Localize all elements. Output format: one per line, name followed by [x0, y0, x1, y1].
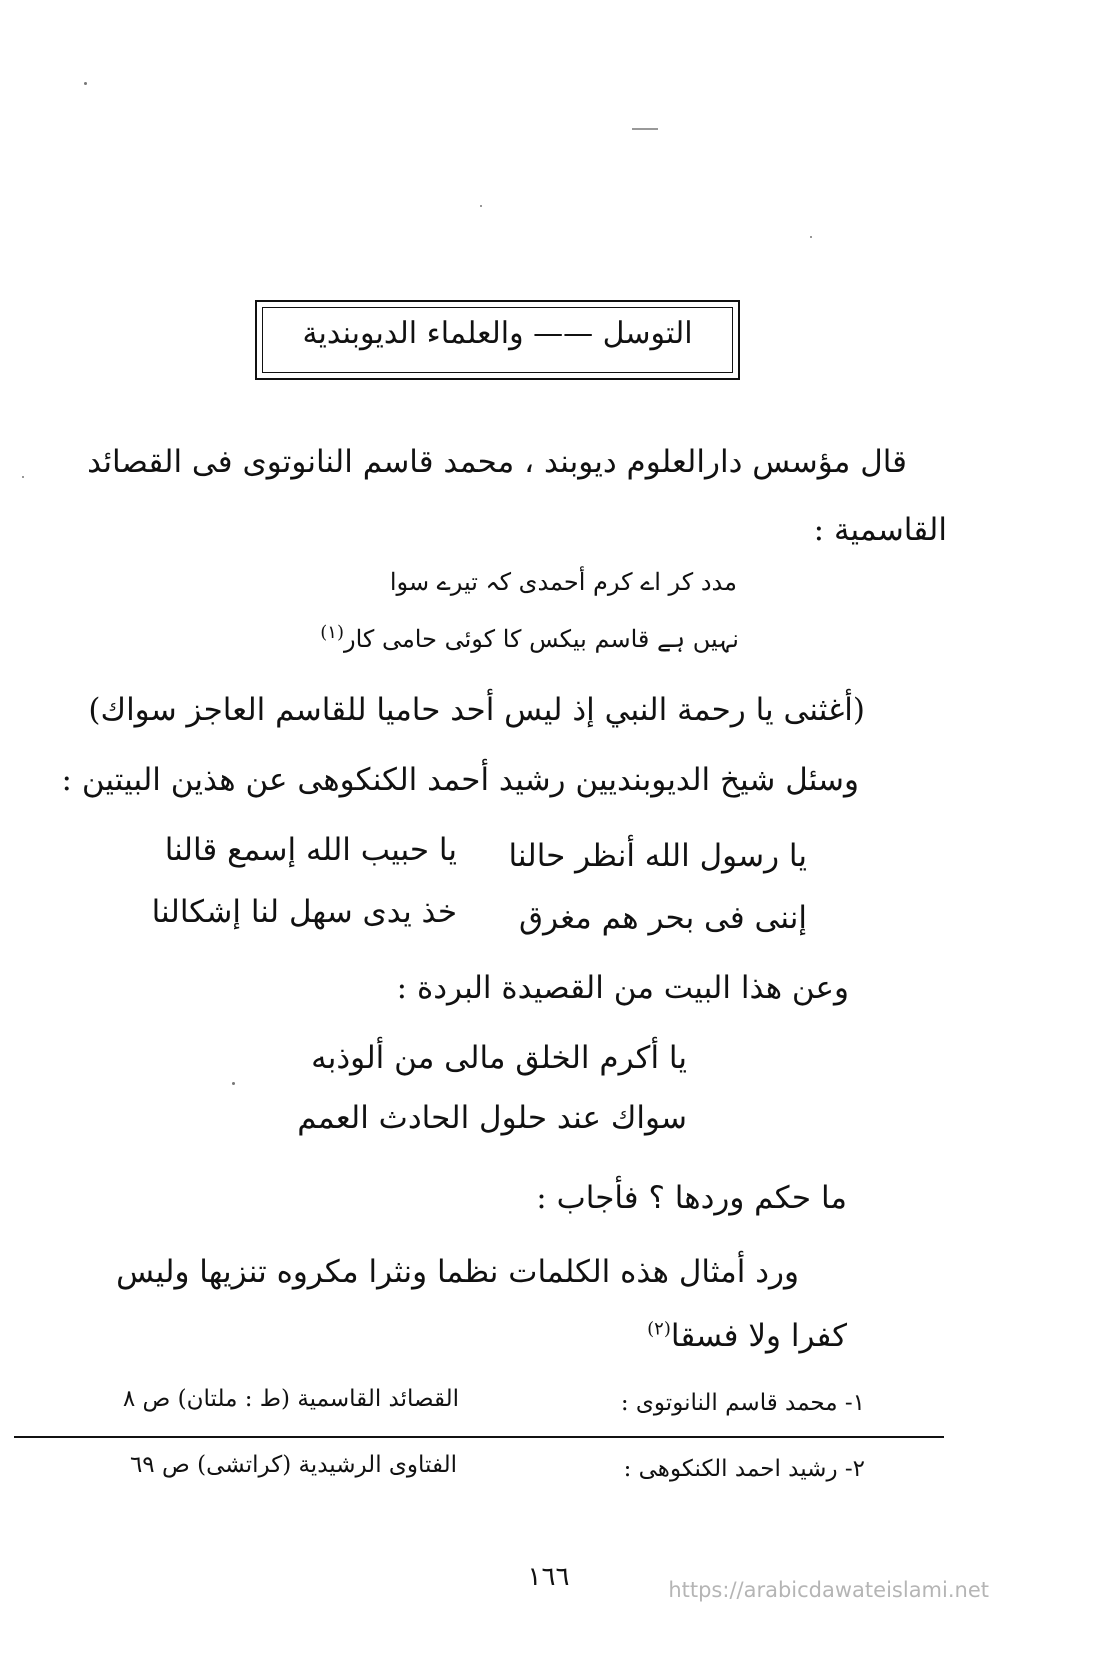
page-number: ١٦٦: [527, 1562, 570, 1592]
scan-speck: [632, 128, 658, 130]
scan-speck: [480, 205, 482, 207]
burda-line-2: سواك عند حلول الحادث العمم: [297, 1100, 687, 1136]
couplet-1-right: يا رسول الله أنظر حالنا: [508, 838, 807, 874]
urdu-verse-2: [320, 622, 739, 653]
header-title: التوسل —— والعلماء الديوبندية: [302, 316, 693, 351]
couplet-1-left: يا حبيب الله إسمع قالنا: [164, 832, 457, 868]
footnote-ref-2: (٢): [647, 1318, 671, 1340]
scan-speck: [84, 82, 87, 85]
scan-speck: [22, 476, 24, 478]
footnote-2-label: ٢- رشيد احمد الكنكوهى :: [623, 1456, 865, 1482]
intro-line-2: القاسمية :: [813, 512, 947, 548]
translation-line: (أغثنى يا رحمة النبي إذ ليس أحد حاميا للقاسم العاجز سواك): [88, 692, 865, 728]
footnote-1-label: ١- محمد قاسم النانوتوى :: [620, 1390, 865, 1416]
footnote-2-source: الفتاوى الرشيدية (كراتشى) ص ٦٩: [129, 1452, 457, 1478]
footnote-rule: [14, 1436, 944, 1438]
urdu-verse-2-text: نہیں ہے قاسم بیکس کا کوئی حامی کار: [343, 625, 739, 653]
footnote-ref-1: (١): [320, 622, 344, 643]
watermark-url: https://arabicdawateislami.net: [668, 1578, 989, 1602]
question-2: ما حكم وردها ؟ فأجاب :: [536, 1180, 847, 1216]
question-line: وسئل شيخ الديوبنديين رشيد أحمد الكنكوهى عن هذين البيتين :: [61, 762, 859, 798]
urdu-verse-1: مدد کر اے کرم أحمدی کہ تیرے سوا: [389, 568, 737, 596]
answer-line-2-text: كفرا ولا فسقا: [670, 1318, 847, 1354]
burda-intro: وعن هذا البيت من القصيدة البردة :: [396, 970, 849, 1006]
scan-speck: [810, 236, 812, 238]
footnote-1-source: القصائد القاسمية (ط : ملتان) ص ٨: [122, 1386, 459, 1412]
couplet-2-left: خذ يدى سهل لنا إشكالنا: [151, 894, 457, 930]
intro-line-1: قال مؤسس دارالعلوم ديوبند ، محمد قاسم النانوتوى فى القصائد: [87, 444, 907, 480]
scan-speck: [232, 1082, 235, 1085]
answer-line-2: [647, 1316, 847, 1356]
header-box: [255, 300, 740, 380]
couplet-2-right: إننى فى بحر هم مغرق: [519, 900, 807, 936]
answer-line-1: ورد أمثال هذه الكلمات نظما ونثرا مكروه تنزيها وليس: [116, 1254, 799, 1290]
burda-line-1: يا أكرم الخلق مالى من ألوذبه: [311, 1040, 687, 1076]
